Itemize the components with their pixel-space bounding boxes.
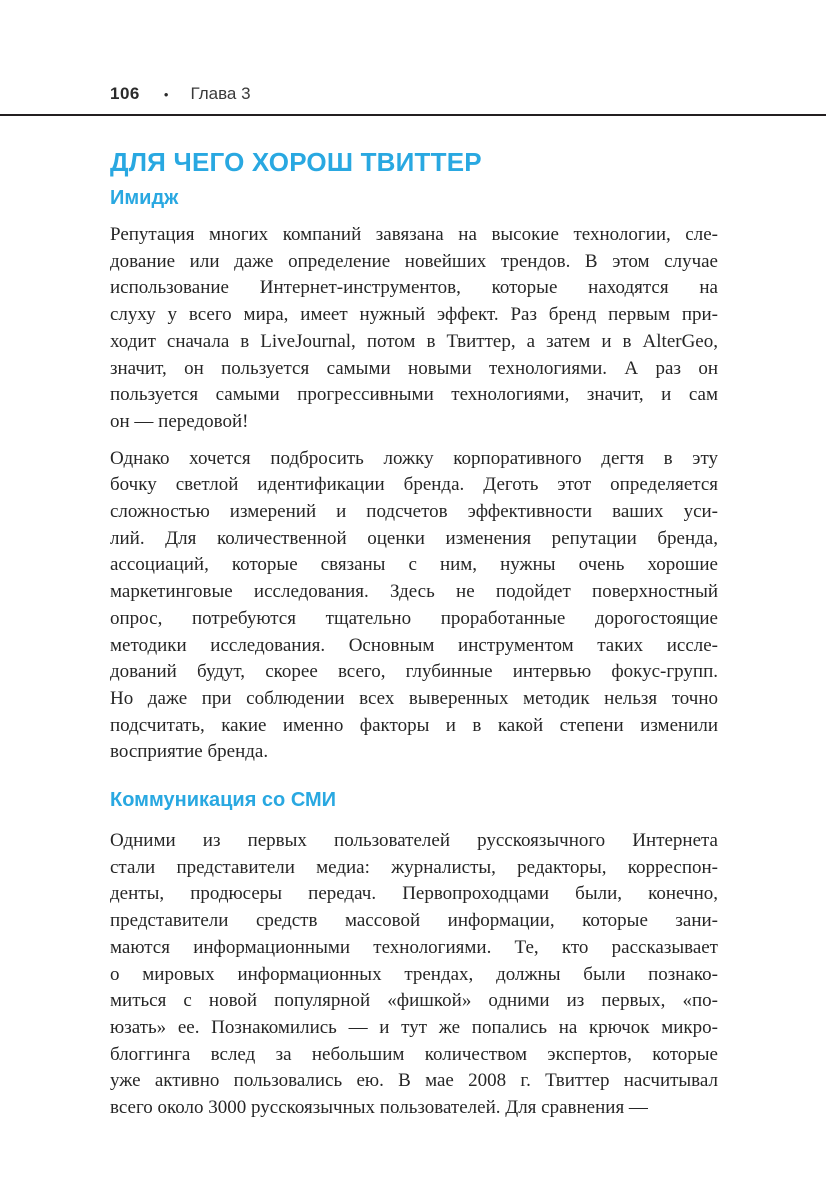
running-head (110, 84, 251, 104)
text-line: сложностью измерений и подсчетов эффективности ваших уси- (110, 501, 718, 523)
text-line: стали представители медиа: журналисты, редакторы, корреспон- (110, 856, 718, 878)
text-line: он — передовой! (110, 410, 249, 432)
chapter-label: Глава 3 (190, 84, 251, 103)
text-line: миться с новой популярной «фишкой» одними из первых, «по- (110, 990, 718, 1012)
text-line: опрос, потребуются тщательно проработанные дорогостоящие (110, 607, 718, 629)
text-line: восприятие бренда. (110, 741, 269, 763)
text-line: уже активно пользовались ею. В мае 2008 г. Твиттер насчитывал (110, 1070, 718, 1092)
text-line: представители средств массовой информации, которые зани- (110, 910, 718, 932)
text-line: всего около 3000 русскоязычных пользователей. Для сравнения — (110, 1097, 648, 1119)
text-line: ходит сначала в LiveJournal, потом в Твиттер, а затем и в AlterGeo, (110, 330, 718, 352)
text-line: Но даже при соблюдении всех выверенных методик нельзя точно (110, 687, 718, 709)
paragraph-measurement (110, 446, 718, 766)
paragraph-media (110, 828, 718, 1122)
text-line: Репутация многих компаний завязана на высокие технологии, сле- (110, 224, 718, 245)
text-line: значит, он пользуется самыми новыми технологиями. А раз он (110, 357, 718, 379)
text-line: ассоциаций, которые связаны с ним, нужны очень хорошие (110, 554, 718, 576)
text-line: дований будут, скорее всего, глубинные интервью фокус-групп. (110, 661, 718, 683)
text-line: юзать» ее. Познакомились — и тут же попались на крючок микро- (110, 1016, 718, 1038)
text-line: блоггинга вслед за небольшим количеством экспертов, которые (110, 1043, 718, 1065)
text-line: использование Интернет-инструментов, которые находятся на (110, 277, 718, 299)
section-heading-smi: Коммуникация со СМИ (110, 789, 337, 812)
text-line: денты, продюсеры передач. Первопроходцами были, конечно, (110, 883, 718, 905)
text-line: методики исследования. Основным инструментом таких иссле- (110, 634, 718, 656)
page-content (110, 116, 718, 1122)
paragraph-reputation (110, 222, 718, 436)
main-title: ДЛЯ ЧЕГО ХОРОШ ТВИТТЕР (110, 147, 482, 177)
text-line: дование или даже определение новейших трендов. В этом случае (110, 250, 718, 272)
text-line: маются информационными технологиями. Те, кто рассказывает (110, 936, 718, 958)
text-line: маркетинговые исследования. Здесь не подойдет поверхностный (110, 581, 718, 603)
text-line: бочку светлой идентификации бренда. Деготь этот определяется (110, 474, 718, 496)
section-heading-imidzh: Имидж (110, 187, 179, 209)
text-line: о мировых информационных трендах, должны были познако- (110, 963, 718, 985)
text-line: Однако хочется подбросить ложку корпоративного дегтя в эту (110, 447, 718, 469)
bullet-separator-icon: • (163, 87, 169, 102)
text-line: лий. Для количественной оценки изменения репутации бренда, (110, 527, 718, 549)
page-number: 106 (110, 84, 140, 103)
text-line: пользуется самыми прогрессивными технологиями, значит, и сам (110, 384, 718, 406)
text-line: подсчитать, какие именно факторы и в какой степени изменили (110, 714, 718, 736)
text-line: слуху у всего мира, имеет нужный эффект. Раз бренд первым при- (110, 304, 718, 326)
text-line: Одними из первых пользователей русскоязычного Интернета (110, 830, 718, 852)
